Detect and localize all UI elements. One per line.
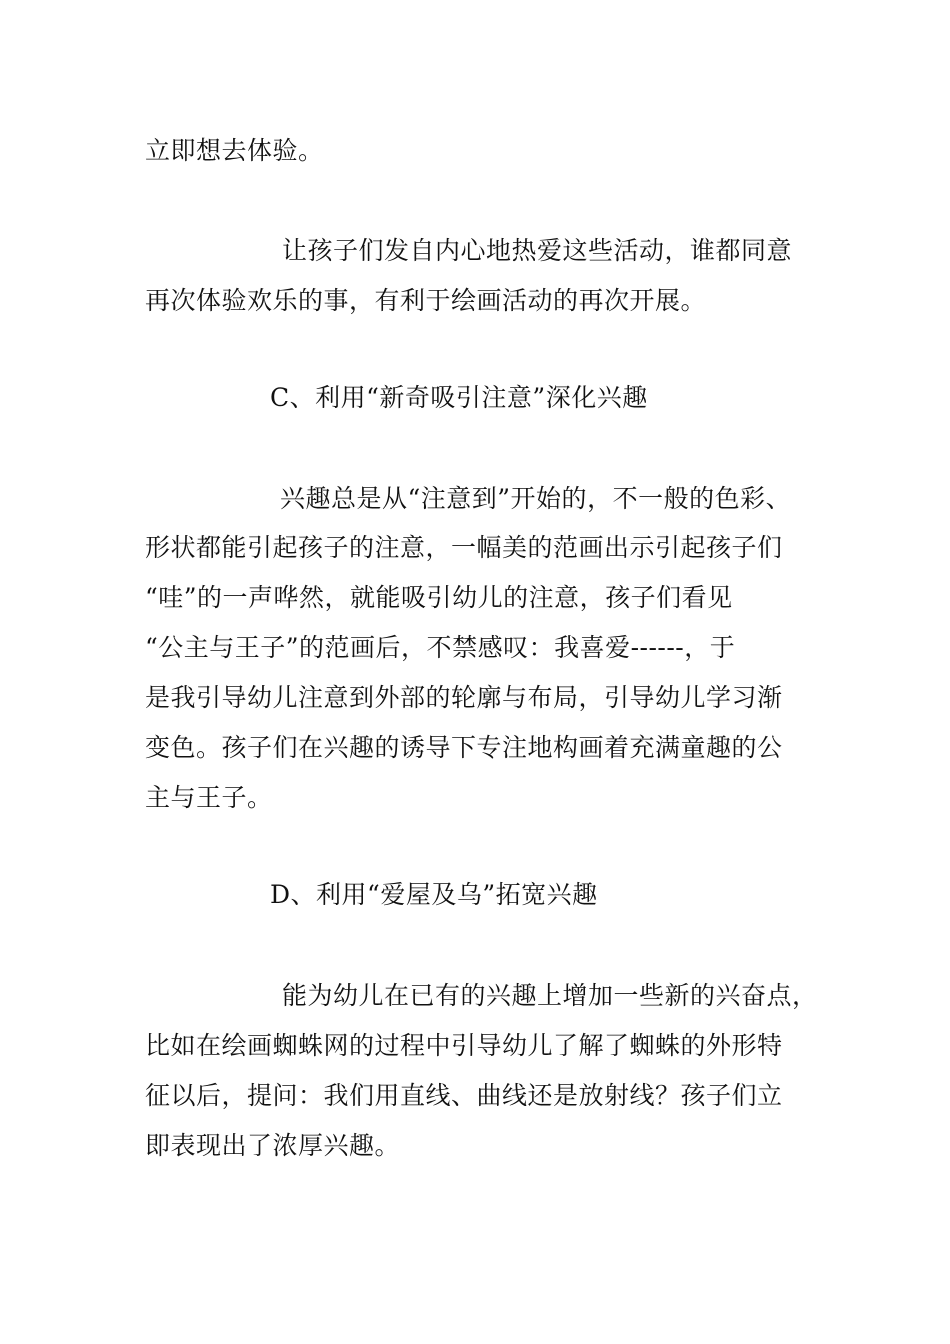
paragraph-line: 让孩子们发自内心地热爱这些活动，谁都同意 (282, 236, 793, 265)
paragraph-line: 再次体验欢乐的事，有利于绘画活动的再次开展。 (145, 286, 707, 315)
paragraph-line: 征以后，提问：我们用直线、曲线还是放射线？孩子们立 (145, 1081, 783, 1110)
paragraph-line: 比如在绘画蜘蛛网的过程中引导幼儿了解了蜘蛛的外形特 (145, 1031, 783, 1060)
paragraph-line: 是我引导幼儿注意到外部的轮廓与布局，引导幼儿学习渐 (145, 683, 783, 712)
paragraph-line: 兴趣总是从“注意到”开始的，不一般的色彩、 (280, 484, 792, 513)
paragraph-line: “公主与王子”的范画后，不禁感叹：我喜爱------，于 (145, 633, 736, 662)
paragraph-line: 主与王子。 (145, 783, 273, 812)
paragraph-line: 能为幼儿在已有的兴趣上增加一些新的兴奋点， (282, 981, 818, 1010)
section-heading: C、利用“新奇吸引注意”深化兴趣 (270, 383, 648, 412)
paragraph-line: “哇”的一声哗然，就能吸引幼儿的注意，孩子们看见 (145, 583, 733, 612)
paragraph-line: 立即想去体验。 (145, 136, 324, 165)
paragraph-line: 变色。孩子们在兴趣的诱导下专注地构画着充满童趣的公 (145, 733, 783, 762)
paragraph-line: 形状都能引起孩子的注意，一幅美的范画出示引起孩子们 (145, 533, 783, 562)
paragraph-line: 即表现出了浓厚兴趣。 (145, 1131, 401, 1160)
section-heading: D、利用“爱屋及乌”拓宽兴趣 (270, 880, 598, 909)
